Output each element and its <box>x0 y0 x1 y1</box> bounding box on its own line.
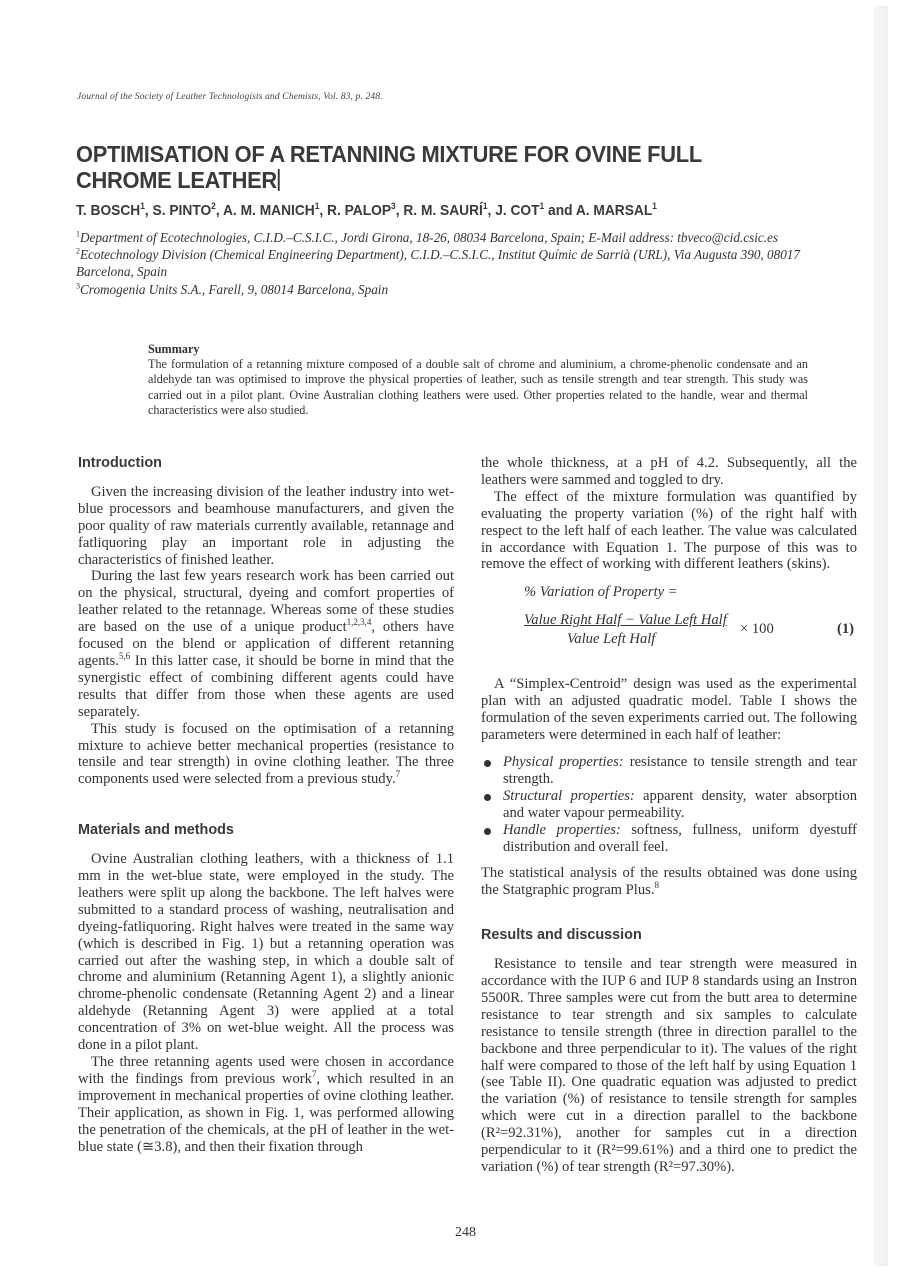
page-number: 248 <box>455 1225 476 1240</box>
author-affiliation-marker: 1 <box>314 201 320 212</box>
summary-heading: Summary <box>148 342 200 356</box>
journal-header: Journal of the Society of Leather Technologists and Chemists, Vol. 83, p. 248. <box>77 91 383 102</box>
equation-number: (1) <box>837 621 855 638</box>
list-item: Handle properties: softness, fullness, uniform dyestuff distribution and overall feel. <box>481 822 857 856</box>
equation-factor: × 100 <box>740 621 774 638</box>
equation-denominator: Value Left Half <box>567 631 656 648</box>
author-affiliation-marker: 1 <box>140 201 145 212</box>
affiliation-text: Ecotechnology Division (Chemical Engineering Department), C.I.D.–C.S.I.C., Institut Químic de Sarrià (URL), Via Augusta 390, 08017 Barcelona, Spain <box>76 247 800 280</box>
author-name: R. PALOP <box>327 203 392 219</box>
author-affiliation-marker: 3 <box>391 201 396 212</box>
affiliation-text: Cromogenia Units S.A., Farell, 9, 08014 Barcelona, Spain <box>80 281 389 297</box>
paper-title-text: OPTIMISATION OF A RETANNING MIXTURE FOR OVINE FULL CHROME LEATHER <box>76 141 702 193</box>
paragraph: During the last few years research work has been carried out on the physical, structural, dyeing and comfort properties of leather related to the retannage. Whereas some of these studies are based on the use of a unique product$^{1,2,3,4}$, others have focused on the blend or application of different retanning agents.$^{5,6}$ In this latter case, it should be borne in mind that the synergistic effect of combining different agents could have results that differ from those when these agents are used separately. <box>78 568 454 720</box>
equation-lhs: % Variation of Property = <box>524 584 678 601</box>
paper-title <box>76 141 783 193</box>
paragraph: Resistance to tensile and tear strength were measured in accordance with the IUP 6 and IUP 8 standards using an Instron 5500R. Three samples were cut from the butt area to determine resistance to tear strength and six samples to calculate resistance to tensile strength (three in direction parallel to the backbone and three perpendicular to it). The values of the right half were compared to those of the left half by using Equation 1 (see Table II). One quadratic equation was adjusted to predict the variation (%) of resistance to tensile strength for samples which were cut in a direction parallel to the backbone (R²=92.31%), another for samples cut in a direction perpendicular to it (R²=99.61%) and a third one to predict the variation (%) of tear strength (R²=97.30%). <box>481 956 857 1175</box>
text-cursor <box>278 169 279 191</box>
author-affiliation-marker: 1 <box>482 201 488 212</box>
affiliations <box>76 229 856 298</box>
section-heading-results: Results and discussion <box>481 927 642 944</box>
paragraph-continued: the whole thickness, at a pH of 4.2. Subsequently, all the leathers were sammed and toggled to dry. <box>481 455 857 488</box>
paragraph: Ovine Australian clothing leathers, with a thickness of 1.1 mm in the wet-blue state, were employed in the study. The leathers were split up along the backbone. The left halves were submitted to a standard process of washing, neutralisation and dyeing-fatliquoring. Right halves were treated in the same way (which is described in Fig. 1) but a retanning operation was carried out after the washing step, in which a double salt of chrome and aluminium (Retanning Agent 1), a slightly anionic chrome-phenolic condensate (Retanning Agent 2) and a linear aldehyde (Retanning Agent 3) were applied at a total concentration of 3% on wet-blue weight. All the process was done in a pilot plant. <box>78 851 454 1054</box>
paragraph: The three retanning agents used were chosen in accordance with the findings from previous work$^7$, which resulted in an improvement in mechanical properties of ovine clothing leather. Their application, as shown in Fig. 1, was performed allowing the penetration of the chemicals, at the pH of leather in the wet-blue state (≅3.8), and then their fixation through <box>78 1054 454 1155</box>
summary-text: The formulation of a retanning mixture composed of a double salt of chrome and aluminium, a chrome-phenolic condensate and an aldehyde tan was optimised to improve the physical properties of leather, such as tensile strength and tear strength. This study was carried out in a pilot plant. Ovine Australian clothing leathers were used. Other properties related to the handle, wear and thermal characteristics were also studied. <box>148 357 808 417</box>
author-affiliation-marker: 2 <box>211 201 216 212</box>
author-name: J. COT <box>495 203 540 219</box>
list-item: Physical properties: resistance to tensile strength and tear strength. <box>481 754 857 788</box>
citation: 1,2,3,4 <box>346 617 372 628</box>
author-list: T. BOSCH$^1$, S. PINTO$^2$, A. M. MANICH$^1$, R. PALOP$^3$, R. M. SAURÍ$^1$, J. COT$^1$ and A. MARSAL$^1$ <box>76 201 657 219</box>
citation: 5,6 <box>118 651 131 662</box>
property-list <box>481 754 857 855</box>
author-affiliation-marker: 1 <box>539 201 545 212</box>
left-column <box>78 455 454 1155</box>
affiliation-marker: 1 <box>76 229 80 239</box>
scan-edge-shadow <box>874 6 888 1266</box>
author-affiliation-marker: 1 <box>652 201 657 212</box>
equation-numerator: Value Right Half − Value Left Half <box>524 612 727 629</box>
paragraph: The statistical analysis of the results obtained was done using the Statgraphic program Plus.$^8$ <box>481 865 857 899</box>
author-name: S. PINTO <box>152 203 212 219</box>
affiliation-text: Department of Ecotechnologies, C.I.D.–C.S.I.C., Jordi Girona, 18-26, 08034 Barcelona, Spain; E-Mail address: tbveco@cid.csic.es <box>80 230 779 245</box>
paragraph: This study is focused on the optimisation of a retanning mixture to achieve better mechanical properties (resistance to tensile and tear strength) in ovine clothing leather. The three components used were selected from a previous study.$^7$ <box>78 720 454 788</box>
paragraph: Given the increasing division of the leather industry into wet-blue processors and beamhouse manufacturers, and given the poor quality of raw materials currently available, retannage and fatliquoring play an important role in adjusting the characteristics of finished leather. <box>78 483 454 568</box>
author-name: A. M. MANICH <box>222 203 315 219</box>
affiliation-marker: 3 <box>76 281 80 291</box>
author-name: A. MARSAL <box>575 203 653 219</box>
author-name: R. M. SAURÍ <box>403 203 483 219</box>
affiliation-1 <box>76 229 856 246</box>
citation: 8 <box>654 880 659 891</box>
section-heading-materials: Materials and methods <box>78 822 234 839</box>
affiliation-3 <box>76 281 856 298</box>
section-heading-introduction: Introduction <box>78 455 162 471</box>
paragraph: The effect of the mixture formulation was quantified by evaluating the property variation (%) of the right half with respect to the left half of each leather. The value was calculated in accordance with Equation 1. The purpose of this was to remove the effect of working with different leathers (skins). <box>481 488 857 573</box>
author-name: T. BOSCH <box>76 203 141 219</box>
paragraph: A “Simplex-Centroid” design was used as the experimental plan with an adjusted quadratic model. Table I shows the formulation of the seven experiments carried out. The following parameters were determined in each half of leather: <box>481 676 857 744</box>
citation: 7 <box>395 769 401 780</box>
right-column <box>481 455 857 1176</box>
list-item: Structural properties: apparent density, water absorption and water vapour permeability. <box>481 788 857 822</box>
summary-block <box>148 342 808 418</box>
citation: 7 <box>311 1069 317 1080</box>
affiliation-marker: 2 <box>76 246 80 256</box>
affiliation-2 <box>76 246 856 280</box>
equation-1 <box>481 584 857 664</box>
